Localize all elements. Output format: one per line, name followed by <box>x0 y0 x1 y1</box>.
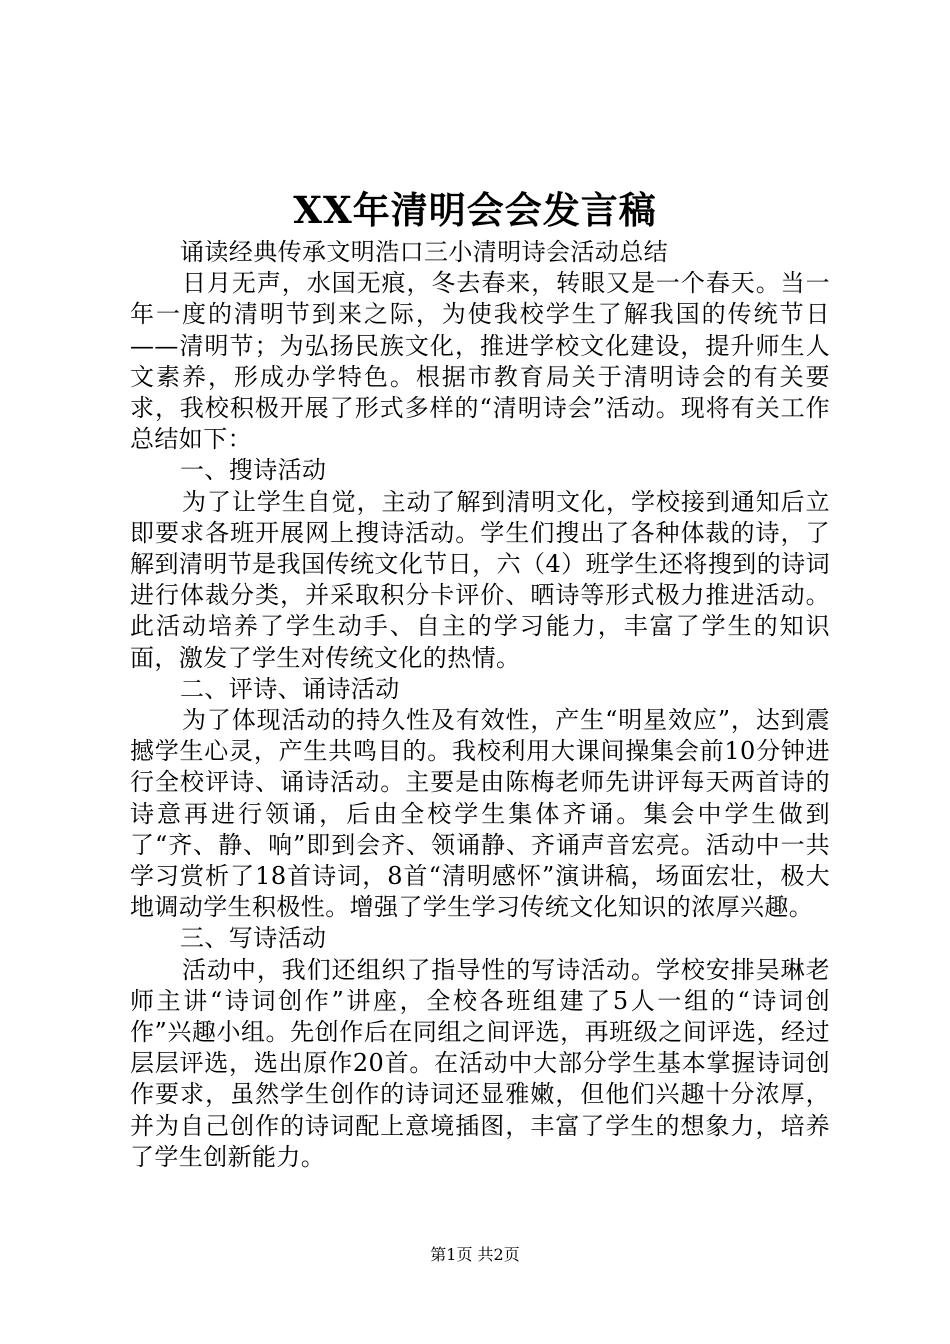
document-title: XX年清明会会发言稿 <box>293 188 657 232</box>
section-paragraph-1: 为了让学生自觉，主动了解到清明文化，学校接到通知后立即要求各班开展网上搜诗活动。学生们搜出了各种体裁的诗，了解到清明节是我国传统文化节日，六（4）班学生还将搜到的诗词进行体裁分类，并采取积分卡评价、晒诗等形式极力推进活动。此活动培养了学生动手、自主的学习能力，丰富了学生的知识面，激发了学生对传统文化的热情。 <box>130 487 830 672</box>
section-paragraph-2: 为了体现活动的持久性及有效性，产生“明星效应”，达到震撼学生心灵，产生共鸣目的。我校利用大课间操集会前10分钟进行全校评诗、诵诗活动。主要是由陈梅老师先讲评每天两首诗的诗意再进行领诵，后由全校学生集体齐诵。集会中学生做到了“齐、静、响”即到会齐、领诵静、齐诵声音宏亮。活动中一共学习赏析了18首诗词，8首“清明感怀”演讲稿，场面宏壮，极大地调动学生积极性。增强了学生学习传统文化知识的浓厚兴趣。 <box>130 706 830 922</box>
section-heading-3: 三、写诗活动 <box>180 924 327 953</box>
section-paragraph-3: 活动中，我们还组织了指导性的写诗活动。学校安排吴琳老师主讲“诗词创作”讲座，全校各班组建了5人一组的“诗词创作”兴趣小组。先创作后在同组之间评选，再班级之间评选，经过层层评选，选出原作20首。在活动中大部分学生基本掌握诗词创作要求，虽然学生创作的诗词还显雅嫩，但他们兴趣十分浓厚，并为自己创作的诗词配上意境插图，丰富了学生的想象力，培养了学生创新能力。 <box>130 955 830 1171</box>
section-heading-2: 二、评诗、诵诗活动 <box>180 674 400 703</box>
page-footer: 第1页 共2页 <box>430 1245 520 1264</box>
document-subtitle: 诵读经典传承文明浩口三小清明诗会活动总结 <box>180 238 668 266</box>
document-body <box>130 237 830 1173</box>
intro-paragraph: 日月无声，水国无痕，冬去春来，转眼又是一个春天。当一年一度的清明节到来之际，为使我校学生了解我国的传统节日——清明节；为弘扬民族文化，推进学校文化建设，提升师生人文素养，形成办学特色。根据市教育局关于清明诗会的有关要求，我校积极开展了形式多样的“清明诗会”活动。现将有关工作总结如下： <box>130 269 830 454</box>
section-heading-1: 一、搜诗活动 <box>180 456 327 485</box>
